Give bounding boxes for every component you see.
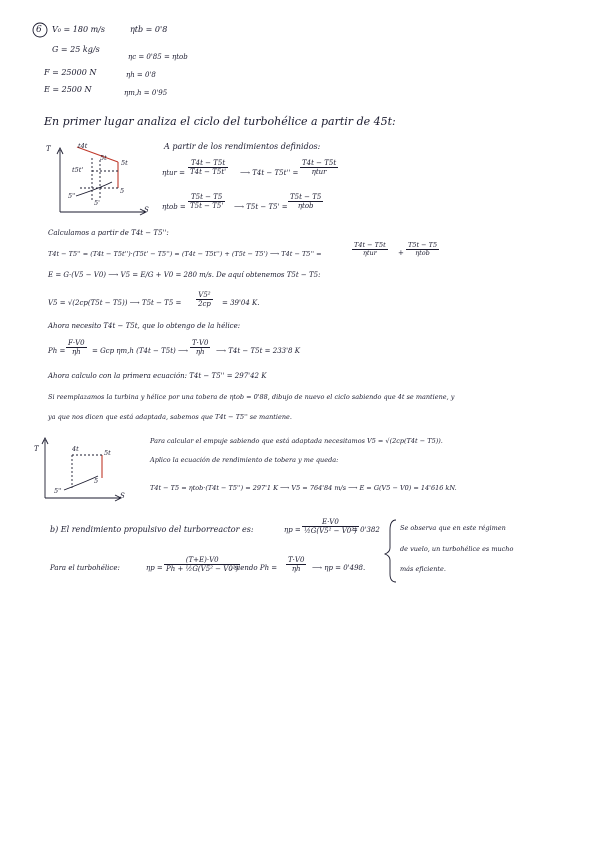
eta-p1-num: E·V0 bbox=[302, 518, 359, 527]
turbo-label: Para el turbohélice: bbox=[50, 564, 120, 572]
eta-tur-num: T4t − T5t bbox=[188, 159, 228, 168]
eq-e: E = G·(V5 − V0) ⟶ V5 = E/G + V0 = 280 m/s. De aquí obtenemos T5t − T5: bbox=[48, 271, 321, 279]
ph-den2: ηh bbox=[195, 348, 205, 357]
note-line-2: de vuelo, un turbohélice es mucho bbox=[400, 545, 514, 553]
given-eta-mh: ηm,h = 0'95 bbox=[124, 89, 168, 97]
diag1-label-5p: 5' bbox=[94, 199, 100, 207]
eta-tur-den: T4t − T5t' bbox=[190, 168, 227, 177]
brace bbox=[385, 520, 396, 582]
given-eta-tb: ηtb = 0'8 bbox=[130, 25, 168, 34]
diag2-label-4t: 4t bbox=[72, 445, 79, 453]
long-frac-1-num: T4t − T5t bbox=[354, 241, 386, 249]
problem-number: 6 bbox=[36, 25, 42, 35]
ph-num: F·V0 bbox=[68, 339, 85, 347]
diag2-axis-s: S bbox=[120, 492, 125, 500]
eq-v5-result: = 39'04 K. bbox=[222, 299, 260, 307]
eta-tob-lhs: ηtob = bbox=[162, 203, 186, 211]
given-g: G = 25 kg/s bbox=[52, 45, 100, 54]
eta-p1-result: = 0'382 bbox=[352, 526, 380, 534]
diag2-label-5pp: 5'' bbox=[54, 487, 62, 495]
ph-frac2 bbox=[190, 339, 210, 356]
eta-tur-num2: T4t − T5t bbox=[302, 159, 337, 167]
note-line-3: más eficiente. bbox=[400, 565, 446, 573]
ph-num2: T·V0 bbox=[192, 339, 209, 347]
efficiency-intro: A partir de los rendimientos definidos: bbox=[164, 142, 321, 151]
long-frac-1-den: ηtur bbox=[362, 249, 377, 258]
eta-p1-den: ½G(V5² − V0²) bbox=[304, 527, 357, 536]
eta-tob-num2: T5t − T5 bbox=[290, 193, 322, 201]
given-f: F = 25000 N bbox=[44, 68, 97, 77]
long-plus: + bbox=[398, 249, 404, 257]
eta-p2-num: (T+E)·V0 bbox=[164, 556, 240, 565]
need-text: Ahora necesito T4t − T5t, que lo obtengo de la hélice: bbox=[48, 322, 241, 330]
part-b-text: b) El rendimiento propulsivo del turborreactor es: bbox=[50, 525, 254, 534]
eta-p2-num2: T·V0 bbox=[288, 556, 305, 564]
eta-p2-end: ⟶ ηp = 0'498. bbox=[312, 564, 366, 572]
ph-lhs: Ph = bbox=[48, 347, 66, 355]
given-eta-c: ηc = 0'85 = ηtob bbox=[128, 53, 188, 61]
eta-tur-frac bbox=[188, 159, 228, 176]
paragraph-1: Si reemplazamos la turbina y hélice por una tobera de ηtob = 0'88, dibujo de nuevo el ciclo sabiendo que 4t se mantiene, y bbox=[48, 393, 455, 401]
long-equation: T4t − T5'' = (T4t − T5t'')·(T5t' − T5'') ≃ (T4t − T5t'') + (T5t − T5') ⟶ T4t − T5'' = bbox=[48, 250, 322, 258]
eta-p1-lhs: ηp = bbox=[284, 526, 301, 534]
diag2-label-5t: 5t bbox=[104, 449, 111, 457]
eta-tur-frac2 bbox=[300, 159, 338, 176]
eta-p2-lhs: ηp = bbox=[146, 564, 163, 572]
diag2-axis-t: T bbox=[34, 445, 39, 453]
eta-tob-mid: ⟶ T5t − T5' = bbox=[234, 203, 288, 211]
eta-tob-num: T5t − T5 bbox=[188, 193, 225, 202]
diag1-axis-s: S bbox=[144, 206, 149, 214]
diag1-label-5: 5 bbox=[120, 187, 125, 195]
diag1-axis-t: T bbox=[46, 145, 51, 153]
long-frac-2-num: T5t − T5 bbox=[408, 241, 438, 249]
given-v0: V₀ = 180 m/s bbox=[52, 25, 105, 34]
paragraph-2: ya que nos dicen que está adaptada, sabemos que T4t − T5'' se mantiene. bbox=[48, 413, 292, 421]
diag1-label-t5t: t5t' bbox=[72, 166, 84, 174]
note-line-1: Se observa que en este régimen bbox=[400, 524, 506, 532]
eq-v5: V5 = √(2cp(T5t − T5)) ⟶ T5t − T5 = bbox=[48, 299, 182, 307]
eta-p2-mid: , siendo Ph = bbox=[230, 564, 278, 572]
diag1-label-t4t: t4t bbox=[78, 142, 88, 150]
eta-tob-den: T5t − T5' bbox=[190, 202, 224, 211]
eta-tob-frac bbox=[188, 193, 225, 210]
intro-line: En primer lugar analiza el ciclo del turbohélice a partir de 45t: bbox=[44, 115, 396, 128]
long-frac-1 bbox=[352, 242, 388, 258]
thrust-text-1: Para calcular el empuje sabiendo que está adaptada necesitamos V5 = √(2cp(T4t − T5)). bbox=[150, 437, 443, 445]
thrust-equation: T4t − T5 = ηtob·(T4t − T5'') = 297'1 K ⟶ V5 = 764'84 m/s ⟶ E = G(V5 − V0) = 14'616 kN. bbox=[150, 484, 457, 492]
given-eta-h: ηh = 0'8 bbox=[126, 71, 156, 79]
diag1-label-5t: 5t bbox=[100, 154, 107, 162]
ph-frac bbox=[66, 339, 87, 356]
ph-mid: = Gcp ηm,h (T4t − T5t) ⟶ bbox=[92, 347, 189, 355]
eta-p2-den: Ph + ½G(V5² − V0²) bbox=[166, 565, 239, 574]
diag2-label-5: 5 bbox=[94, 477, 99, 485]
eta-tur-lhs: ηtur = bbox=[162, 169, 185, 177]
eta-p2-frac bbox=[164, 556, 240, 573]
eta-p2-den2: ηh bbox=[291, 565, 301, 574]
long-frac-2-den: ηtob bbox=[415, 249, 430, 258]
long-frac-2 bbox=[406, 242, 439, 258]
eta-tur-den2: ηtur bbox=[311, 168, 327, 177]
eta-tob-den2: ηtob bbox=[297, 202, 314, 211]
eq-v5-den: 2cp bbox=[198, 300, 211, 309]
eta-p2-frac2 bbox=[286, 556, 306, 573]
given-e: E = 2500 N bbox=[44, 85, 92, 94]
diag1-label-5pp: 5'' bbox=[68, 192, 76, 200]
eta-p1-frac bbox=[302, 518, 359, 535]
ph-end: ⟶ T4t − T5t = 233'8 K bbox=[216, 347, 300, 355]
ph-den: ηh bbox=[71, 348, 81, 357]
eq-v5-num: V5² bbox=[196, 291, 213, 300]
eq-v5-frac bbox=[196, 291, 213, 308]
thrust-text-2: Aplico la ecuación de rendimiento de tobera y me queda: bbox=[150, 456, 339, 464]
eta-tur-mid: ⟶ T4t − T5t'' = bbox=[240, 169, 299, 177]
first-eq-result: Ahora calculo con la primera ecuación: T4t − T5'' = 297'42 K bbox=[48, 372, 267, 380]
calc-intro: Calculamos a partir de T4t − T5'': bbox=[48, 229, 169, 237]
diag1-label-5t2: 5t bbox=[121, 159, 128, 167]
eta-tob-frac2 bbox=[288, 193, 323, 210]
